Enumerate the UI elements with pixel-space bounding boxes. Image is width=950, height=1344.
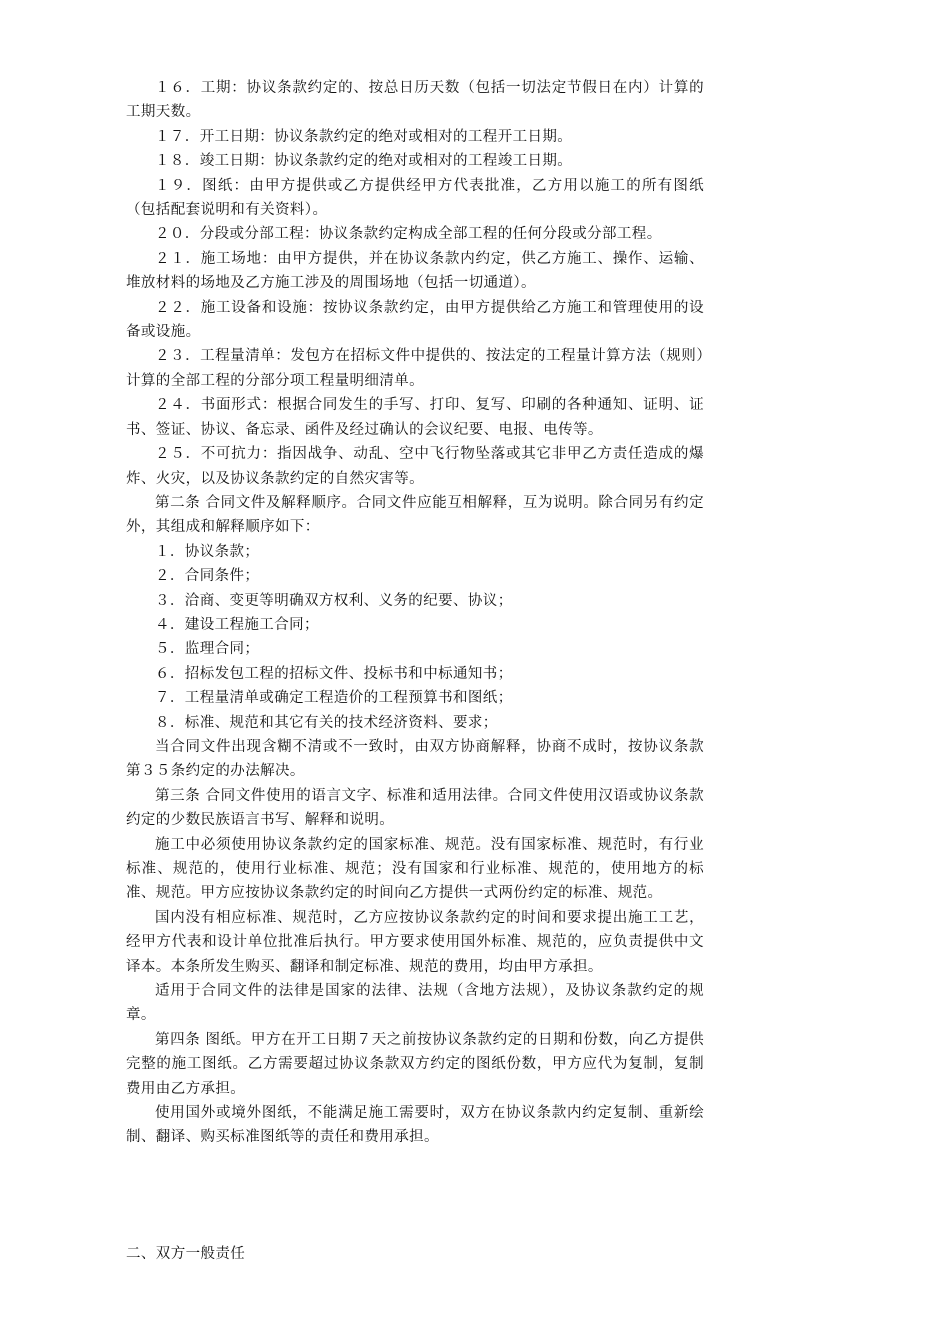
- definition-17: １７．开工日期：协议条款约定的绝对或相对的工程开工日期。: [155, 128, 573, 145]
- definition-20: ２０．分段或分部工程：协议条款约定构成全部工程的任何分段或分部工程。: [155, 226, 662, 243]
- article-2-item-1: １．协议条款；: [155, 543, 260, 560]
- definition-25: ２５．不可抗力：指因战争、动乱、空中飞行物坠落或其它非甲乙方责任造成的爆炸、火灾，以及协议条款约定的自然灾害等。: [126, 446, 704, 487]
- article-2-item-6: ６．招标发包工程的招标文件、投标书和中标通知书；: [155, 665, 513, 682]
- article-2-closing: 当合同文件出现含糊不清或不一致时，由双方协商解释，协商不成时，按协议条款第３５条约定的办法解决。: [126, 738, 704, 780]
- article-2-intro: 第二条 合同文件及解释顺序。合同文件应能互相解释，互为说明。除合同另有约定外，其组成和解释顺序如下：: [126, 494, 704, 536]
- article-3-paragraph-2: 国内没有相应标准、规范时，乙方应按协议条款约定的时间和要求提出施工工艺，经甲方代表和设计单位批准后执行。甲方要求使用国外标准、规范的，应负责提供中文译本。本条所发生购买、翻译和制定标准、规范的费用，均由甲方承担。: [126, 909, 704, 975]
- article-2-item-2: ２．合同条件；: [155, 568, 260, 585]
- definition-16: １６．工期：协议条款约定的、按总日历天数（包括一切法定节假日在内）计算的工期天数。: [126, 80, 704, 121]
- article-2-item-3: ３．洽商、变更等明确双方权利、义务的纪要、协议；: [155, 592, 513, 609]
- article-3-paragraph-1: 施工中必须使用协议条款约定的国家标准、规范。没有国家标准、规范时，有行业标准、规范的，使用行业标准、规范；没有国家和行业标准、规范的，使用地方的标准、规范。甲方应按协议条款约定的时间向乙方提供一式两份约定的标准、规范。: [126, 836, 704, 902]
- article-3-intro: 第三条 合同文件使用的语言文字、标准和适用法律。合同文件使用汉语或协议条款约定的少数民族语言书写、解释和说明。: [126, 787, 704, 829]
- definition-24: ２４．书面形式：根据合同发生的手写、打印、复写、印刷的各种通知、证明、证书、签证、协议、备忘录、函件及经过确认的会议纪要、电报、电传等。: [126, 397, 704, 438]
- article-2-item-7: ７．工程量清单或确定工程造价的工程预算书和图纸；: [155, 690, 513, 707]
- definition-22: ２２．施工设备和设施：按协议条款约定，由甲方提供给乙方施工和管理使用的设备或设施。: [126, 299, 704, 341]
- document-body: [126, 76, 704, 1150]
- article-2-item-8: ８．标准、规范和其它有关的技术经济资料、要求；: [155, 714, 498, 731]
- article-3-paragraph-3: 适用于合同文件的法律是国家的法律、法规（含地方法规），及协议条款约定的规章。: [126, 983, 704, 1024]
- article-4-paragraph-1: 使用国外或境外图纸，不能满足施工需要时，双方在协议条款内约定复制、重新绘制、翻译、购买标准图纸等的责任和费用承担。: [126, 1105, 704, 1146]
- definition-18: １８．竣工日期：协议条款约定的绝对或相对的工程竣工日期。: [155, 153, 573, 170]
- section-heading: 二、双方一般责任: [126, 1246, 246, 1262]
- definition-19: １９．图纸：由甲方提供或乙方提供经甲方代表批准，乙方用以施工的所有图纸（包括配套说明和有关资料）。: [126, 177, 704, 219]
- article-4-intro: 第四条 图纸。甲方在开工日期７天之前按协议条款约定的日期和份数，向乙方提供完整的施工图纸。乙方需要超过协议条款双方约定的图纸份数，甲方应代为复制，复制费用由乙方承担。: [126, 1031, 704, 1097]
- definition-21: ２１．施工场地：由甲方提供，并在协议条款内约定，供乙方施工、操作、运输、堆放材料的场地及乙方施工涉及的周围场地（包括一切通道）。: [126, 250, 704, 292]
- article-2-item-4: ４．建设工程施工合同；: [155, 616, 319, 633]
- definition-23: ２３．工程量清单：发包方在招标文件中提供的、按法定的工程量计算方法（规则）计算的全部工程的分部分项工程量明细清单。: [126, 348, 704, 389]
- article-2-item-5: ５．监理合同；: [155, 641, 260, 658]
